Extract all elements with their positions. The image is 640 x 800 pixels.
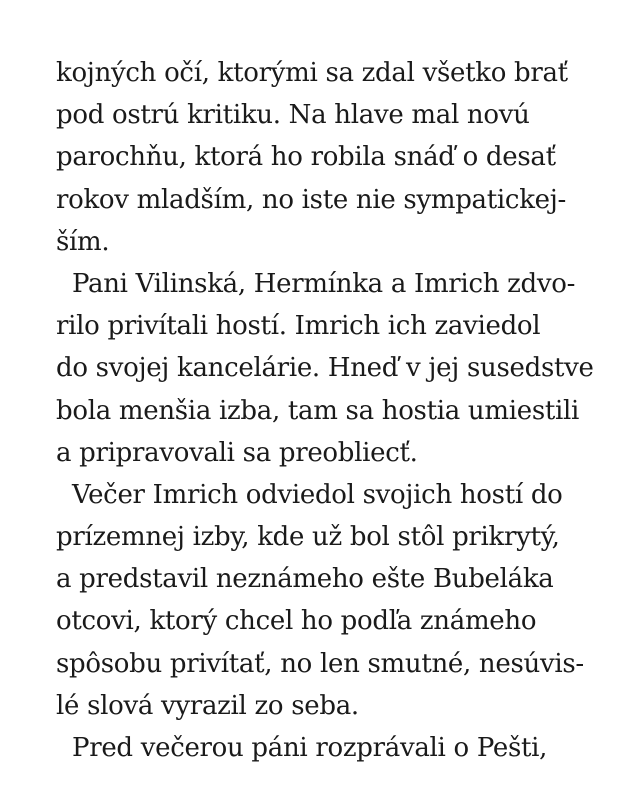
text-line: pod ostrú kritiku. Na hlave mal novú [56,100,530,131]
text-line: bola menšia izba, tam sa hostia umiestili [56,395,580,426]
text-line: ším. [56,226,110,257]
text-line: rilo privítali hostí. Imrich ich zaviedol [56,311,541,342]
text-line: prízemnej izby, kde už bol stôl prikrytý, [56,522,560,553]
text-line: a predstavil neznámeho ešte Bubeláka [56,564,554,595]
paragraph-first-line: Pred večerou páni rozprávali o Pešti, [72,733,548,763]
text-line: otcovi, ktorý chcel ho podľa známeho [56,606,537,637]
text-line: parochňu, ktorá ho robila snáď o desať [56,142,556,173]
text-line: rokov mladším, no iste nie sympatickej- [56,184,566,215]
text-line: spôsobu privítať, no len smutné, nesúvis- [56,648,584,679]
text-line: lé slová vyrazil zo seba. [56,690,359,721]
text-line: do svojej kancelárie. Hneď v jej susedstve [56,353,594,384]
text-line: kojných očí, ktorými sa zdal všetko brať [56,58,568,88]
paragraph-first-line: Pani Vilinská, Hermínka a Imrich zdvo- [72,268,576,299]
page-text [56,52,600,769]
paragraph-first-line: Večer Imrich odviedol svojich hostí do [72,479,563,510]
text-line: a pripravovali sa preobliecť. [56,437,418,468]
